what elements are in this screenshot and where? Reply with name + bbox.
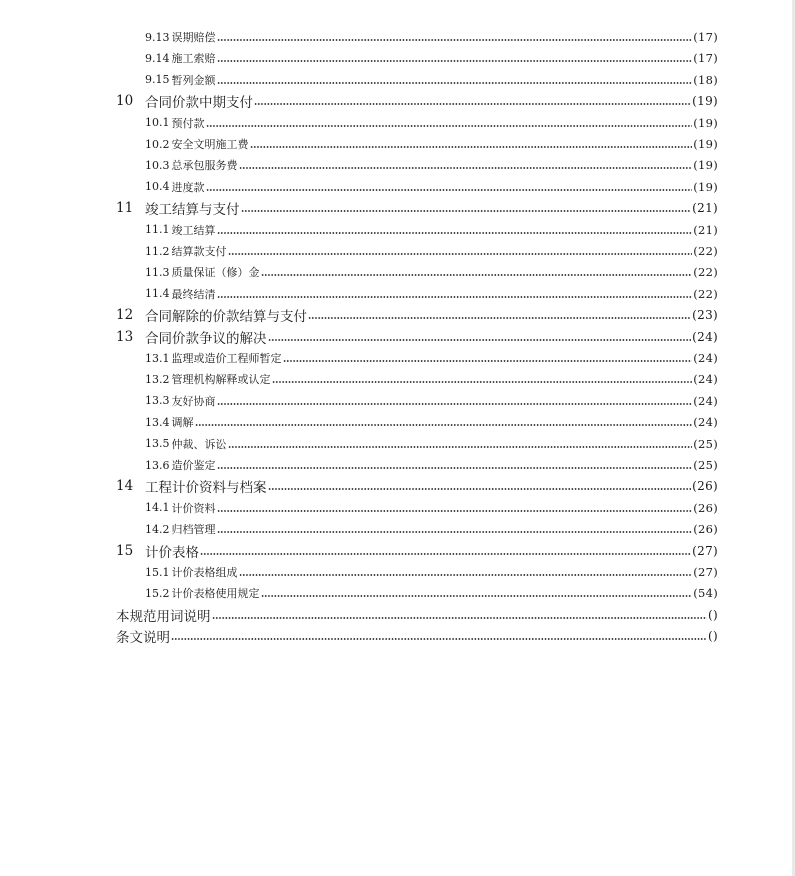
toc-section-row[interactable]	[145, 155, 718, 175]
toc-title: 本规范用词说明	[116, 608, 211, 625]
toc-title: 合同价款中期支付	[145, 95, 253, 112]
dot-leader	[206, 125, 693, 127]
toc-section-row[interactable]	[145, 70, 718, 90]
dot-leader	[212, 617, 708, 619]
toc-page-number: (21)	[692, 201, 718, 216]
toc-title: 结算款支付	[171, 245, 227, 258]
dot-leader	[250, 146, 693, 148]
toc-title: 仲裁、诉讼	[171, 437, 227, 451]
toc-section-row[interactable]	[145, 434, 718, 454]
dot-leader	[217, 82, 693, 84]
toc-page-number: (19)	[693, 137, 718, 151]
toc-page-number: (24)	[693, 415, 718, 430]
toc-page-number: (19)	[693, 115, 718, 130]
dot-leader	[217, 531, 693, 533]
toc-title: 竣工结算	[171, 223, 216, 237]
dot-leader	[217, 510, 693, 512]
toc-page-number: (24)	[692, 329, 718, 344]
toc-chapter-row[interactable]	[116, 476, 718, 496]
toc-title: 安全文明施工费	[171, 138, 249, 151]
toc-title: 施工索赔	[171, 52, 216, 66]
dot-leader	[200, 553, 691, 555]
toc-title: 最终结清	[171, 287, 216, 301]
toc-chapter-row[interactable]	[116, 327, 718, 347]
toc-number: 9.13	[145, 30, 170, 44]
toc-section-row[interactable]	[145, 284, 718, 304]
toc-number: 10.1	[145, 116, 170, 130]
toc-section-row[interactable]	[145, 134, 718, 154]
toc-section-row[interactable]	[145, 369, 718, 389]
toc-page-number: (26)	[693, 522, 718, 537]
toc-page-number: (24)	[693, 372, 718, 387]
toc-page-number: (25)	[693, 436, 718, 451]
toc-number: 11.3	[145, 265, 170, 279]
dot-leader	[206, 189, 693, 191]
toc-number: 9.15	[145, 73, 170, 87]
toc-page-number: (23)	[692, 308, 718, 323]
toc-title: 进度款	[171, 180, 205, 194]
toc-title: 误期赔偿	[171, 31, 216, 44]
toc-section-row[interactable]	[145, 220, 718, 240]
toc-number: 11.1	[145, 223, 170, 237]
toc-page-number: (26)	[692, 479, 718, 494]
toc-number: 10.2	[145, 137, 170, 151]
toc-number: 10.4	[145, 180, 170, 194]
toc-page-number: ()	[708, 629, 718, 644]
toc-number: 13.2	[145, 372, 170, 386]
toc-title: 调解	[171, 416, 194, 430]
toc-section-row[interactable]	[145, 391, 718, 411]
toc-title: 合同价款争议的解决	[145, 330, 267, 347]
toc-title: 合同解除的价款结算与支付	[145, 309, 307, 326]
toc-page-number: (21)	[693, 222, 718, 237]
toc-number: 10.3	[145, 158, 170, 172]
toc-number: 15.1	[145, 565, 170, 579]
toc-number: 11	[116, 200, 134, 217]
toc-title: 管理机构解释或认定	[171, 373, 271, 387]
dot-leader	[254, 103, 691, 105]
dot-leader	[283, 360, 693, 362]
toc-title: 计价表格	[145, 544, 199, 561]
toc-page-number: (24)	[693, 393, 718, 408]
toc-section-row[interactable]	[145, 177, 718, 197]
toc-section-row[interactable]	[145, 455, 718, 475]
dot-leader	[239, 574, 693, 576]
toc-title: 归档管理	[171, 523, 216, 537]
dot-leader	[308, 317, 691, 319]
toc-page-number: (27)	[693, 565, 718, 579]
toc-section-row[interactable]	[145, 48, 718, 68]
toc-number: 11.2	[145, 244, 170, 258]
toc-appendix-row[interactable]	[116, 626, 718, 646]
toc-number: 10	[116, 93, 134, 110]
dot-leader	[171, 638, 707, 640]
toc-section-row[interactable]	[145, 498, 718, 518]
dot-leader	[268, 339, 692, 341]
dot-leader	[217, 60, 693, 62]
toc-page-number: (19)	[693, 158, 718, 173]
toc-section-row[interactable]	[145, 583, 718, 603]
toc-section-row[interactable]	[145, 113, 718, 133]
dot-leader	[217, 39, 693, 41]
toc-page-number: (27)	[692, 543, 718, 558]
toc-chapter-row[interactable]	[116, 541, 718, 561]
toc-chapter-row[interactable]	[116, 198, 718, 218]
toc-number: 15	[116, 542, 134, 559]
toc-section-row[interactable]	[145, 348, 718, 368]
dot-leader	[268, 488, 692, 490]
dot-leader	[217, 296, 693, 298]
toc-section-row[interactable]	[145, 412, 718, 432]
toc-page-number: (17)	[693, 30, 718, 44]
toc-title: 计价表格使用规定	[171, 587, 260, 601]
toc-number: 11.4	[145, 287, 170, 301]
toc-number: 14.1	[145, 501, 170, 515]
toc-page-number: (19)	[693, 179, 718, 194]
toc-title: 预付款	[171, 116, 205, 130]
toc-section-row[interactable]	[145, 241, 718, 261]
dot-leader	[261, 274, 693, 276]
dot-leader	[217, 232, 693, 234]
toc-number: 14.2	[145, 522, 170, 536]
toc-page-number: (54)	[693, 586, 718, 601]
toc-title: 友好协商	[171, 394, 216, 408]
toc-title: 条文说明	[116, 630, 170, 647]
toc-number: 13.1	[145, 351, 170, 365]
toc-number: 13	[116, 328, 134, 345]
toc-chapter-row[interactable]	[116, 305, 718, 325]
toc-number: 13.5	[145, 437, 170, 451]
toc-section-row[interactable]	[145, 27, 718, 47]
toc-appendix-row[interactable]	[116, 605, 718, 625]
dot-leader	[228, 446, 693, 448]
toc-page-number: (19)	[692, 94, 718, 109]
toc-title: 造价鉴定	[171, 459, 216, 472]
toc-number: 13.3	[145, 394, 170, 408]
toc-title: 质量保证（修）金	[171, 266, 260, 280]
dot-leader	[239, 167, 693, 169]
toc-page-number: (26)	[693, 500, 718, 515]
dot-leader	[195, 424, 693, 426]
toc-title: 计价表格组成	[171, 566, 238, 579]
toc-title: 工程计价资料与档案	[145, 480, 267, 497]
dot-leader	[217, 403, 693, 405]
toc-page-number: ()	[708, 607, 718, 622]
dot-leader	[261, 595, 693, 597]
toc-section-row[interactable]	[145, 562, 718, 582]
toc-title: 监理或造价工程师暂定	[171, 352, 282, 365]
dot-leader	[241, 210, 692, 212]
toc-title: 竣工结算与支付	[145, 202, 240, 219]
toc-section-row[interactable]	[145, 519, 718, 539]
toc-section-row[interactable]	[145, 262, 718, 282]
toc-number: 14	[116, 478, 134, 495]
toc-page-number: (24)	[693, 351, 718, 365]
dot-leader	[217, 467, 693, 469]
toc-title: 计价资料	[171, 501, 216, 515]
toc-number: 9.14	[145, 51, 170, 65]
toc-title: 暂列金额	[171, 73, 216, 87]
toc-page-number: (22)	[693, 244, 718, 258]
toc-page-number: (22)	[693, 265, 718, 280]
toc-number: 13.6	[145, 458, 170, 472]
toc-page-number: (25)	[693, 458, 718, 472]
toc-page-number: (17)	[693, 51, 718, 66]
dot-leader	[228, 253, 693, 255]
toc-number: 15.2	[145, 586, 170, 600]
toc-page-number: (22)	[693, 286, 718, 301]
toc-title: 总承包服务费	[171, 159, 238, 173]
toc-number: 12	[116, 307, 134, 324]
toc-page-number: (18)	[693, 72, 718, 87]
toc-chapter-row[interactable]	[116, 91, 718, 111]
toc-number: 13.4	[145, 415, 170, 429]
dot-leader	[272, 381, 693, 383]
